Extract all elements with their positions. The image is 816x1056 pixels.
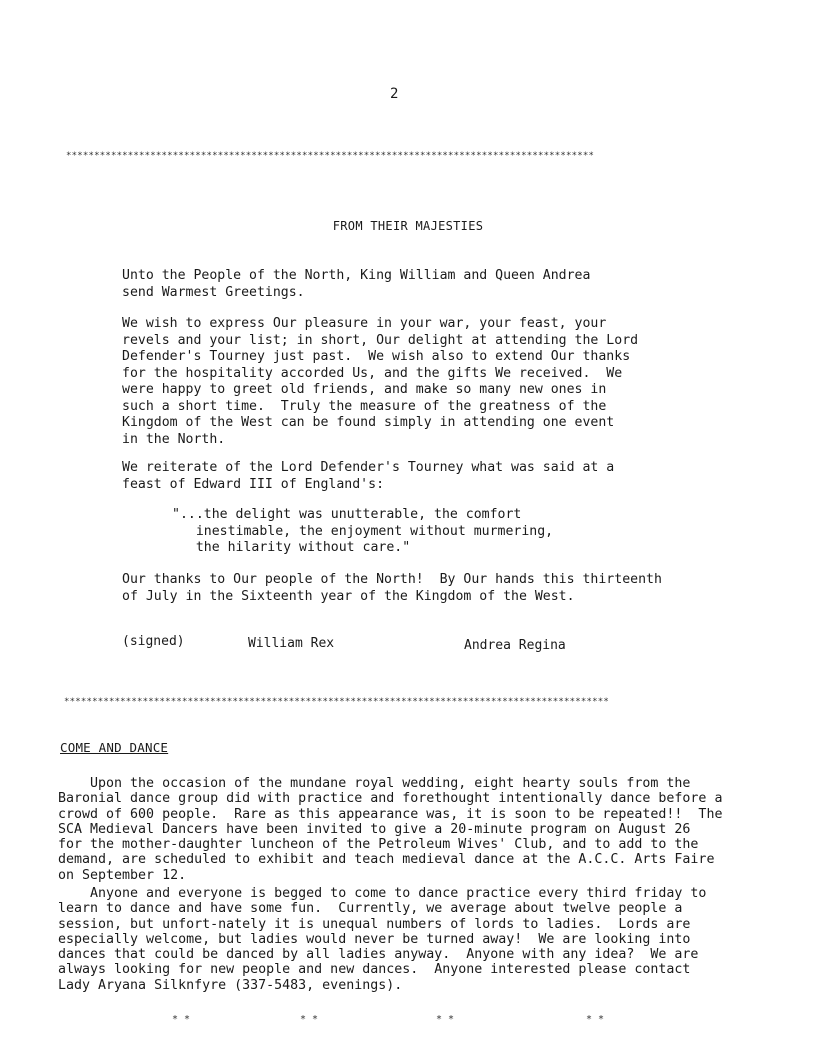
queen-signature: Andrea Regina [464,638,566,653]
footer-mark: * * [300,1014,319,1025]
page-number: 2 [390,86,399,102]
royal-letter-heading [0,219,816,233]
asterisk-divider-bottom: ************************************************************************************************* [64,697,609,707]
footer-mark: * * [586,1014,605,1025]
dance-article-paragraph-2: Anyone and everyone is begged to come to dance practice every third friday to learn to dance and have some fun. Currently, we average about twelve people a session, but unfort-nately it is unequal numbers of lords to ladies. Lords are especially welcome, but ladies would never be turned away! We are looking into dances that could be danced by all ladies anyway. Anyone with any idea? We are always looking for new people and new dances. Anyone interested please contact Lady Aryana Silknfyre (337-5483, evenings). [58,886,707,993]
signature-row [122,634,722,654]
asterisk-divider-top: ********************************************************************************************** [66,151,595,161]
footer-ornament [0,1014,816,1034]
royal-letter-paragraph-thanks: We wish to express Our pleasure in your war, your feast, your revels and your list; in short, Our delight at attending the Lord Defender's Tourney just past. We wish also to extend Our thanks for the hospitality accorded Us, and the gifts We received. We were happy to greet old friends, and make so many new ones in such a short time. Truly the measure of the greatness of the Kingdom of the West can be found simply in attending one event in the North. [122,316,639,447]
signed-label: (signed) [122,634,185,649]
dance-article-title: COME AND DANCE [60,740,169,755]
footer-mark: * * [172,1014,191,1025]
royal-letter-greeting: Unto the People of the North, King William and Queen Andrea send Warmest Greetings. [122,268,591,300]
royal-letter-quote: "...the delight was unutterable, the comfort inestimable, the enjoyment without murmering, the hilarity without care." [172,507,554,555]
royal-letter-paragraph-reiterate: We reiterate of the Lord Defender's Tourney what was said at a feast of Edward III of England's: [122,460,615,492]
royal-letter-closing: Our thanks to Our people of the North! By Our hands this thirteenth of July in the Sixteenth year of the Kingdom of the West. [122,572,662,604]
royal-letter-heading-text: FROM THEIR MAJESTIES [332,219,484,233]
king-signature: William Rex [248,636,335,651]
dance-article-paragraph-1: Upon the occasion of the mundane royal wedding, eight hearty souls from the Baronial dance group did with practice and forethought intentionally dance before a crowd of 600 people. Rare as this appearance was, it is soon to be repeated!! The SCA Medieval Dancers have been invited to give a 20-minute program on August 26 for the mother-daughter luncheon of the Petroleum Wives' Club, and to add to the demand, are scheduled to exhibit and teach medieval dance at the A.C.C. Arts Faire on September 12. [58,776,723,883]
footer-mark: * * [436,1014,455,1025]
